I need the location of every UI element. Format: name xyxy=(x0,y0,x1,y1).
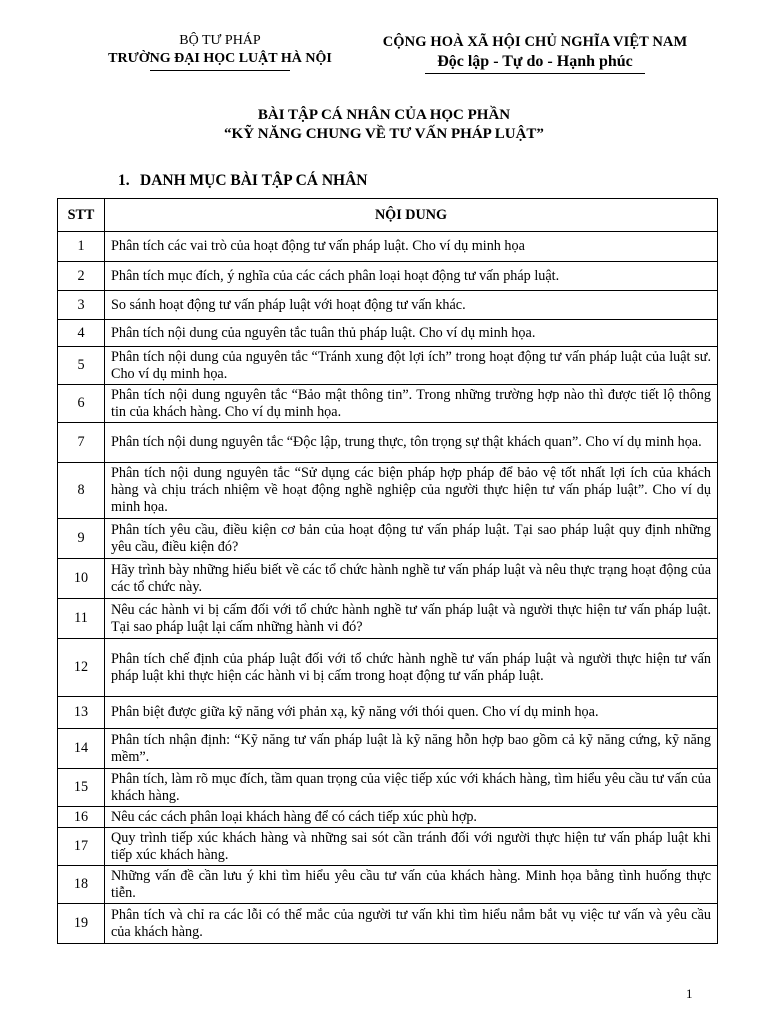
row-stt: 7 xyxy=(58,423,105,463)
document-title xyxy=(0,106,768,144)
row-stt: 5 xyxy=(58,347,105,385)
row-stt: 13 xyxy=(58,697,105,729)
university-name: TRƯỜNG ĐẠI HỌC LUẬT HÀ NỘI xyxy=(108,51,332,66)
row-stt: 6 xyxy=(58,385,105,423)
header-content: NỘI DUNG xyxy=(105,199,718,232)
table-row xyxy=(58,639,718,697)
row-stt: 2 xyxy=(58,262,105,291)
table-row xyxy=(58,599,718,639)
row-stt: 11 xyxy=(58,599,105,639)
table-row xyxy=(58,262,718,291)
row-content: Phân tích nội dung của nguyên tắc tuân thủ pháp luật. Cho ví dụ minh họa. xyxy=(105,320,718,347)
table-row xyxy=(58,828,718,866)
row-stt: 15 xyxy=(58,769,105,807)
table-row xyxy=(58,423,718,463)
table-row xyxy=(58,320,718,347)
section-title: DANH MỤC BÀI TẬP CÁ NHÂN xyxy=(140,172,368,189)
title-line-1: BÀI TẬP CÁ NHÂN CỦA HỌC PHẦN xyxy=(257,107,511,123)
table-row xyxy=(58,729,718,769)
row-stt: 16 xyxy=(58,807,105,828)
row-content: Phân tích và chỉ ra các lỗi có thể mắc của người tư vấn khi tìm hiểu nắm bắt vụ việc tư vấn và yêu cầu của khách hàng. xyxy=(105,904,718,944)
row-stt: 9 xyxy=(58,519,105,559)
row-stt: 12 xyxy=(58,639,105,697)
table-row xyxy=(58,385,718,423)
table-row xyxy=(58,463,718,519)
table-row xyxy=(58,769,718,807)
row-stt: 8 xyxy=(58,463,105,519)
page-number: 1 xyxy=(686,986,693,1001)
row-stt: 4 xyxy=(58,320,105,347)
title-line-2: “KỸ NĂNG CHUNG VỀ TƯ VẤN PHÁP LUẬT” xyxy=(224,126,544,142)
row-content: Quy trình tiếp xúc khách hàng và những sai sót cần tránh đối với người thực hiện tư vấn pháp luật khi tiếp xúc khách hàng. xyxy=(105,828,718,866)
row-content: Những vấn đề cần lưu ý khi tìm hiểu yêu cầu tư vấn của khách hàng. Minh họa bằng tình huống thực tiễn. xyxy=(105,866,718,904)
table-row xyxy=(58,519,718,559)
row-content: Phân tích các vai trò của hoạt động tư vấn pháp luật. Cho ví dụ minh họa xyxy=(105,232,718,262)
table-header-row xyxy=(58,199,718,232)
row-content: Phân tích yêu cầu, điều kiện cơ bản của hoạt động tư vấn pháp luật. Tại sao pháp luật quy định những yêu cầu, điều kiện đó? xyxy=(105,519,718,559)
header-left xyxy=(80,32,360,71)
table-row xyxy=(58,866,718,904)
table-row xyxy=(58,291,718,320)
table-row xyxy=(58,807,718,828)
row-content: Phân tích nội dung nguyên tắc “Bảo mật thông tin”. Trong những trường hợp nào thì được tiết lộ thông tin của khách hàng. Cho ví dụ minh họa. xyxy=(105,385,718,423)
row-content: Phân tích nội dung nguyên tắc “Sử dụng các biện pháp hợp pháp để bảo vệ tốt nhất lợi ích của khách hàng và chịu trách nhiệm về hoạt động nghề nghiệp của người thực hiện tư vấn pháp luật”. Cho ví dụ minh họa. xyxy=(105,463,718,519)
row-content: Nêu các cách phân loại khách hàng để có cách tiếp xúc phù hợp. xyxy=(105,807,718,828)
assignment-table xyxy=(57,198,718,944)
header-stt: STT xyxy=(58,199,105,232)
row-content: Phân tích mục đích, ý nghĩa của các cách phân loại hoạt động tư vấn pháp luật. xyxy=(105,262,718,291)
row-content: Phân tích nội dung nguyên tắc “Độc lập, trung thực, tôn trọng sự thật khách quan”. Cho ví dụ minh họa. xyxy=(105,423,718,463)
row-stt: 14 xyxy=(58,729,105,769)
national-motto: Độc lập - Tự do - Hạnh phúc xyxy=(437,53,633,70)
row-stt: 1 xyxy=(58,232,105,262)
table-row xyxy=(58,697,718,729)
row-content: Phân tích nội dung của nguyên tắc “Tránh xung đột lợi ích” trong hoạt động tư vấn pháp luật của luật sư. Cho ví dụ minh họa. xyxy=(105,347,718,385)
table-row xyxy=(58,232,718,262)
row-stt: 10 xyxy=(58,559,105,599)
row-content: Nêu các hành vi bị cấm đối với tổ chức hành nghề tư vấn pháp luật và người thực hiện tư vấn pháp luật. Tại sao pháp luật lại cấm những hành vi đó? xyxy=(105,599,718,639)
row-stt: 3 xyxy=(58,291,105,320)
header-right xyxy=(350,32,720,74)
header-left-underline xyxy=(150,70,290,71)
row-content: Phân tích chế định của pháp luật đối với tổ chức hành nghề tư vấn pháp luật và người thực hiện tư vấn pháp luật khi thực hiện các hành vi bị cấm trong hoạt động tư vấn pháp luật. xyxy=(105,639,718,697)
row-content: Phân tích, làm rõ mục đích, tầm quan trọng của việc tiếp xúc với khách hàng, tìm hiểu yêu cầu tư vấn của khách hàng. xyxy=(105,769,718,807)
row-stt: 18 xyxy=(58,866,105,904)
section-heading xyxy=(118,172,367,190)
row-content: So sánh hoạt động tư vấn pháp luật với hoạt động tư vấn khác. xyxy=(105,291,718,320)
header-right-underline xyxy=(425,73,645,74)
table-row xyxy=(58,347,718,385)
row-content: Hãy trình bày những hiểu biết về các tổ chức hành nghề tư vấn pháp luật và nêu thực trạng hoạt động của các tổ chức này. xyxy=(105,559,718,599)
row-stt: 17 xyxy=(58,828,105,866)
row-stt: 19 xyxy=(58,904,105,944)
section-number: 1. xyxy=(118,172,130,189)
row-content: Phân biệt được giữa kỹ năng với phản xạ, kỹ năng với thói quen. Cho ví dụ minh họa. xyxy=(105,697,718,729)
table-row xyxy=(58,559,718,599)
ministry-name: BỘ TƯ PHÁP xyxy=(179,33,261,48)
row-content: Phân tích nhận định: “Kỹ năng tư vấn pháp luật là kỹ năng hỗn hợp bao gồm cả kỹ năng cứng, kỹ năng mềm”. xyxy=(105,729,718,769)
country-name: CỘNG HOÀ XÃ HỘI CHỦ NGHĨA VIỆT NAM xyxy=(382,34,688,50)
table-row xyxy=(58,904,718,944)
